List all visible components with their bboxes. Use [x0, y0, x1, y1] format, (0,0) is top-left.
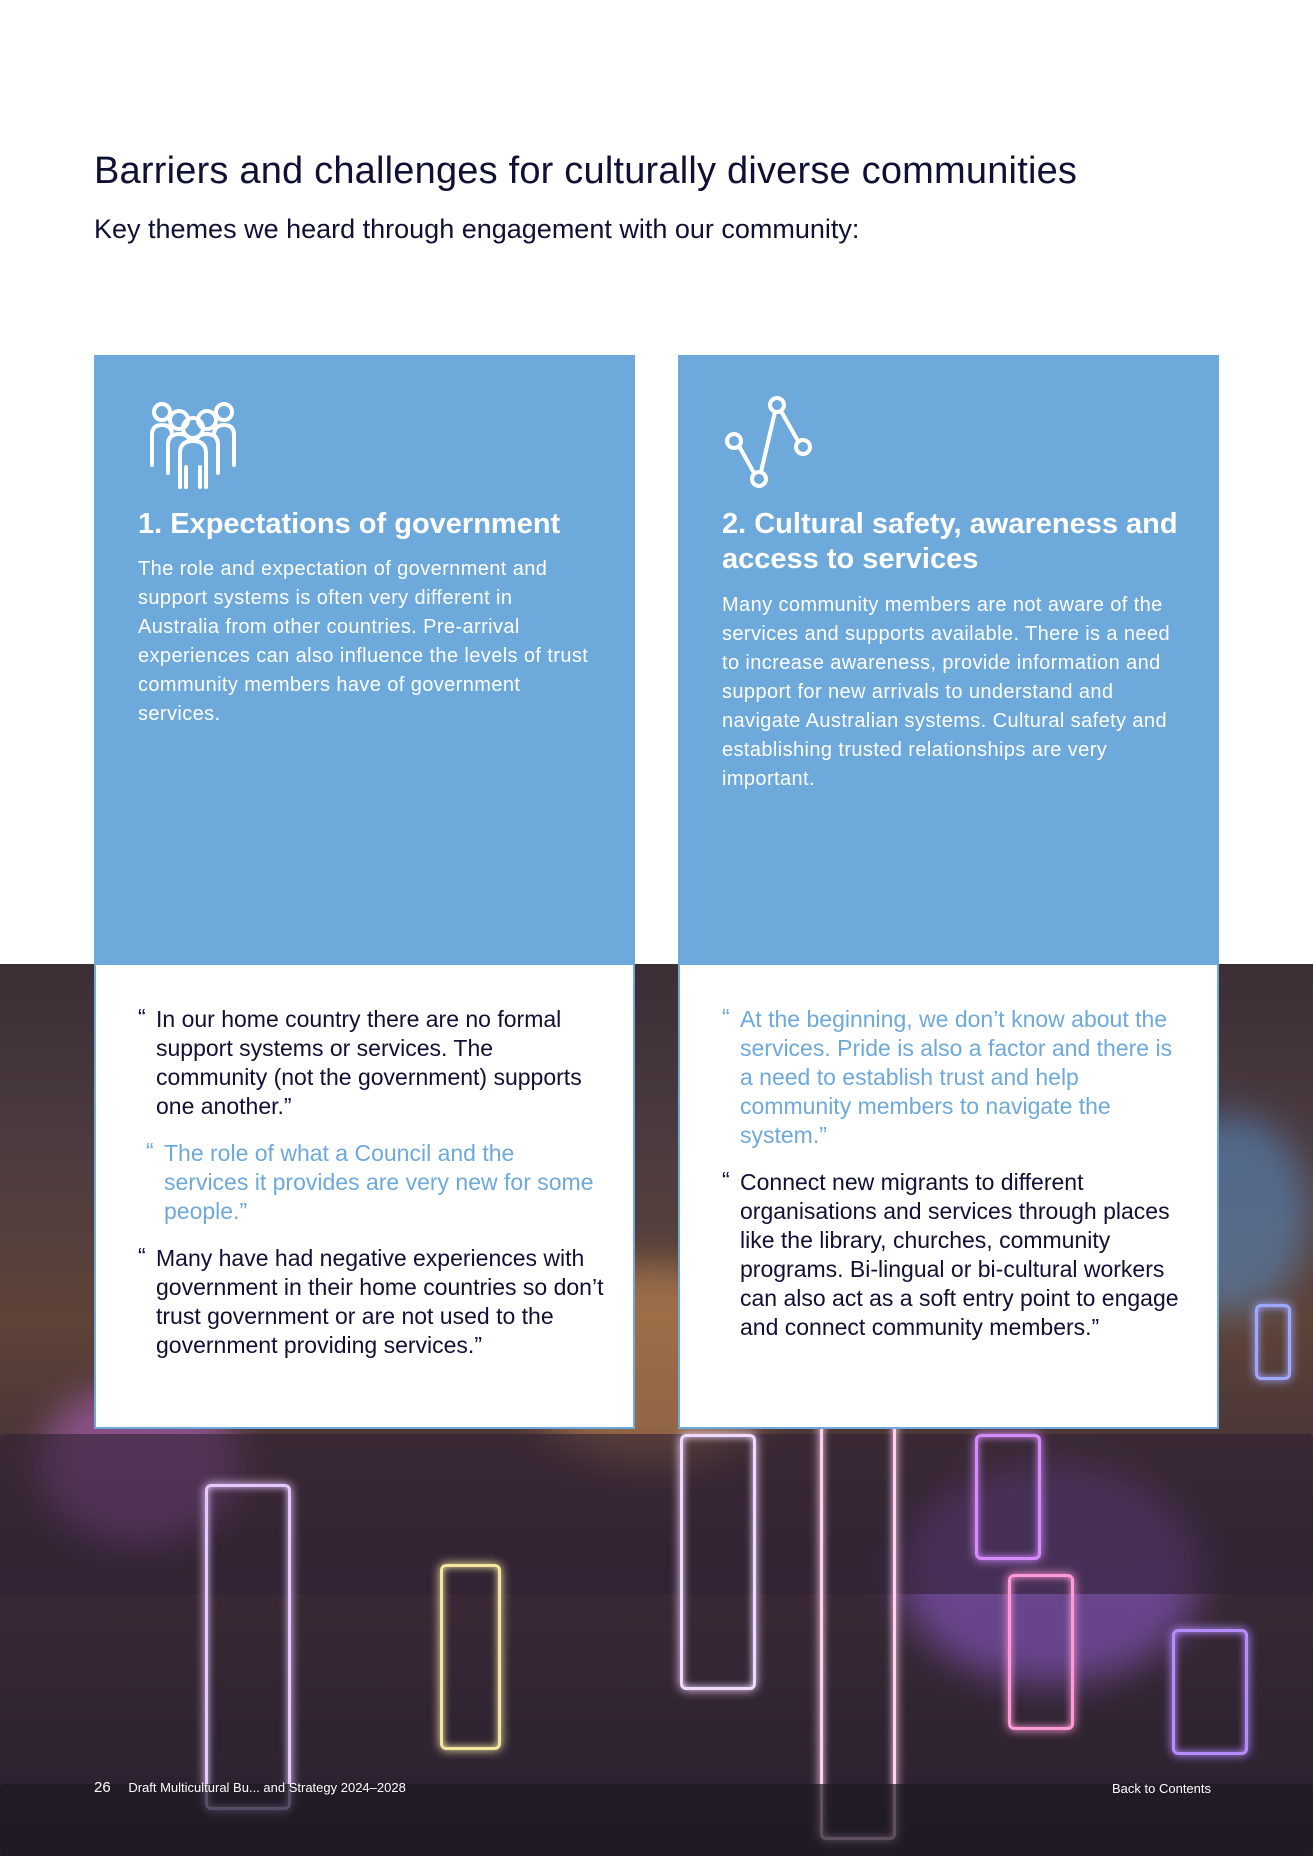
quote: “ Many have had negative experiences with government in their home countries so don’t trust government or are not used to the government providing services.”: [138, 1243, 604, 1358]
quote-list: [138, 1005, 605, 1378]
network-path-icon: [722, 395, 832, 495]
quote-mark: “: [146, 1138, 154, 1164]
card-body: Many community members are not aware of the services and supports available. There is a need to increase awareness, provide information and support for new arrivals to understand and navigate Australian systems. Cultural safety and establishing trusted relationships are very important.: [722, 594, 1170, 790]
card-heading: 1. Expectations of government: [138, 508, 561, 540]
back-to-contents-link[interactable]: Back to Contents: [1112, 1781, 1211, 1796]
quote: “ Connect new migrants to different organisations and services through places like the library, churches, community programs. Bi-lingual or bi-cultural workers can also act as a soft entry point to engage and connect community members.”: [722, 1167, 1179, 1340]
quote-mark: “: [138, 1243, 146, 1269]
page-number: 26: [94, 1779, 111, 1796]
quote-mark: “: [722, 1167, 730, 1193]
card-header-panel: [680, 357, 1217, 965]
quote: “ In our home country there are no formal support systems or services. The community (not the government) supports one another.”: [138, 1004, 582, 1119]
card-header-panel: [96, 357, 633, 965]
quote: “ At the beginning, we don’t know about the services. Pride is also a factor and there is a need to establish trust and help community members to navigate the system.”: [722, 1004, 1173, 1148]
quote-mark: “: [138, 1004, 146, 1030]
people-group-icon: [138, 395, 248, 495]
quote-list: [722, 1005, 1189, 1360]
card-body: The role and expectation of government and support systems is often very different in Australia from other countries. Pre-arrival experiences can also influence the levels of trust community members have of government services.: [138, 558, 589, 725]
card-cultural-safety: [678, 355, 1219, 1429]
page-footer: [94, 1779, 406, 1796]
page-subtitle: Key themes we heard through engagement with our community:: [94, 214, 860, 244]
quote: “ The role of what a Council and the services it provides are very new for some people.”: [146, 1138, 594, 1224]
page-title: Barriers and challenges for culturally diverse communities: [94, 150, 1078, 192]
quote-mark: “: [722, 1004, 730, 1030]
card-heading: 2. Cultural safety, awareness and access to services: [722, 508, 1178, 575]
document-title: Draft Multicultural Bu... and Strategy 2024–2028: [128, 1780, 406, 1795]
card-expectations-of-government: [94, 355, 635, 1429]
